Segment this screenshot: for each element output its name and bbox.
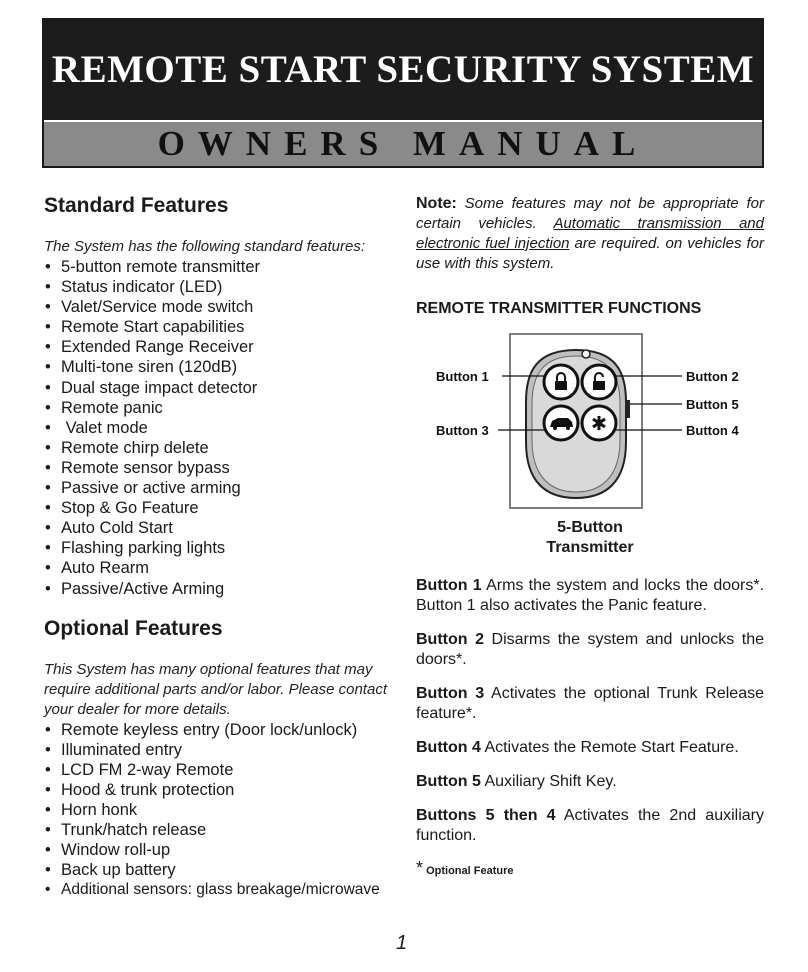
list-item: • Back up battery — [44, 860, 399, 880]
label-button-3: Button 3 — [436, 423, 489, 438]
function-text: Disarms the system and unlocks the doors*. — [416, 631, 765, 668]
function-text: Arms the system and locks the doors*. Button 1 also activates the Panic feature. — [416, 577, 765, 614]
footnote-star: * — [416, 858, 424, 878]
list-item: • LCD FM 2-way Remote — [44, 760, 399, 780]
list-item: • Dual stage impact detector — [44, 378, 399, 398]
list-item: • 5-button remote transmitter — [44, 257, 399, 277]
transmitter-diagram — [416, 332, 764, 512]
left-column — [44, 194, 399, 900]
list-item: • Auto Rearm — [44, 558, 399, 578]
list-item: • Remote chirp delete — [44, 438, 399, 458]
function-entry — [416, 738, 764, 758]
list-item: • Stop & Go Feature — [44, 498, 399, 518]
list-item: • Multi-tone siren (120dB) — [44, 357, 399, 377]
optional-features-intro: This System has many optional features that may require additional parts and/or labor. Please contact your dealer for more details. — [44, 660, 387, 718]
list-item: • Passive/Active Arming — [44, 579, 399, 599]
function-label: Button 2 — [416, 631, 484, 648]
note-text-end: are required. on vehicles for use with this system. — [416, 235, 764, 272]
function-label: Button 5 — [416, 773, 481, 790]
list-item: • Remote sensor bypass — [44, 458, 399, 478]
caption-line-1: 5-Button — [557, 519, 623, 536]
list-item: • Valet/Service mode switch — [44, 297, 399, 317]
list-item: • Status indicator (LED) — [44, 277, 399, 297]
list-item: • Additional sensors: glass breakage/microwave — [44, 880, 399, 900]
function-entry — [416, 772, 764, 792]
list-item: • Passive or active arming — [44, 478, 399, 498]
label-button-2: Button 2 — [686, 369, 739, 384]
list-item: • Illuminated entry — [44, 740, 399, 760]
function-entry — [416, 576, 764, 616]
side-button-5 — [625, 400, 630, 418]
standard-features-list — [44, 257, 399, 599]
function-label: Button 4 — [416, 739, 481, 756]
manual-header — [42, 18, 764, 168]
label-button-5: Button 5 — [686, 397, 739, 412]
caption-line-2: Transmitter — [546, 539, 634, 556]
page-number: 1 — [396, 932, 408, 954]
led-indicator — [582, 350, 590, 358]
diagram-caption — [416, 518, 764, 558]
list-item: • Remote panic — [44, 398, 399, 418]
note-requirement: Automatic transmission and electronic fuel injection — [416, 215, 764, 252]
optional-features-list — [44, 720, 399, 901]
list-item: • Remote Start capabilities — [44, 317, 399, 337]
transmitter-illustration — [416, 332, 764, 512]
note-label: Note: — [416, 195, 457, 212]
label-button-4: Button 4 — [686, 423, 739, 438]
list-item: • Remote keyless entry (Door lock/unlock) — [44, 720, 399, 740]
note-paragraph — [416, 194, 764, 274]
functions-heading: REMOTE TRANSMITTER FUNCTIONS — [416, 300, 702, 317]
list-item: • Flashing parking lights — [44, 538, 399, 558]
list-item: • Horn honk — [44, 800, 399, 820]
function-text: Activates the optional Trunk Release feature*. — [416, 685, 765, 722]
list-item: • Auto Cold Start — [44, 518, 399, 538]
function-text: Activates the 2nd auxiliary function. — [416, 807, 764, 844]
function-entry — [416, 806, 764, 846]
function-label: Button 1 — [416, 577, 482, 594]
function-entry — [416, 630, 764, 670]
list-item: • Window roll-up — [44, 840, 399, 860]
standard-features-heading: Standard Features — [44, 194, 229, 217]
function-text: Activates the Remote Start Feature. — [480, 739, 739, 756]
standard-features-intro: The System has the following standard features: — [44, 238, 366, 255]
function-label: Button 3 — [416, 685, 485, 702]
optional-features-heading: Optional Features — [44, 616, 223, 640]
function-entry — [416, 684, 764, 724]
footnote — [416, 858, 764, 879]
note-text: Some features may not be appropriate for certain vehicles. — [416, 195, 764, 232]
label-button-1: Button 1 — [436, 369, 489, 384]
function-text: Auxiliary Shift Key. — [480, 773, 617, 790]
document-subtitle: OWNERS MANUAL — [44, 122, 762, 166]
footnote-text: Optional Feature — [426, 865, 514, 877]
document-title: REMOTE START SECURITY SYSTEM — [44, 20, 762, 120]
function-label: Buttons 5 then 4 — [416, 807, 556, 824]
list-item: • Hood & trunk protection — [44, 780, 399, 800]
list-item: • Trunk/hatch release — [44, 820, 399, 840]
right-column — [416, 194, 764, 879]
list-item: • Valet mode — [44, 418, 399, 438]
list-item: • Extended Range Receiver — [44, 337, 399, 357]
